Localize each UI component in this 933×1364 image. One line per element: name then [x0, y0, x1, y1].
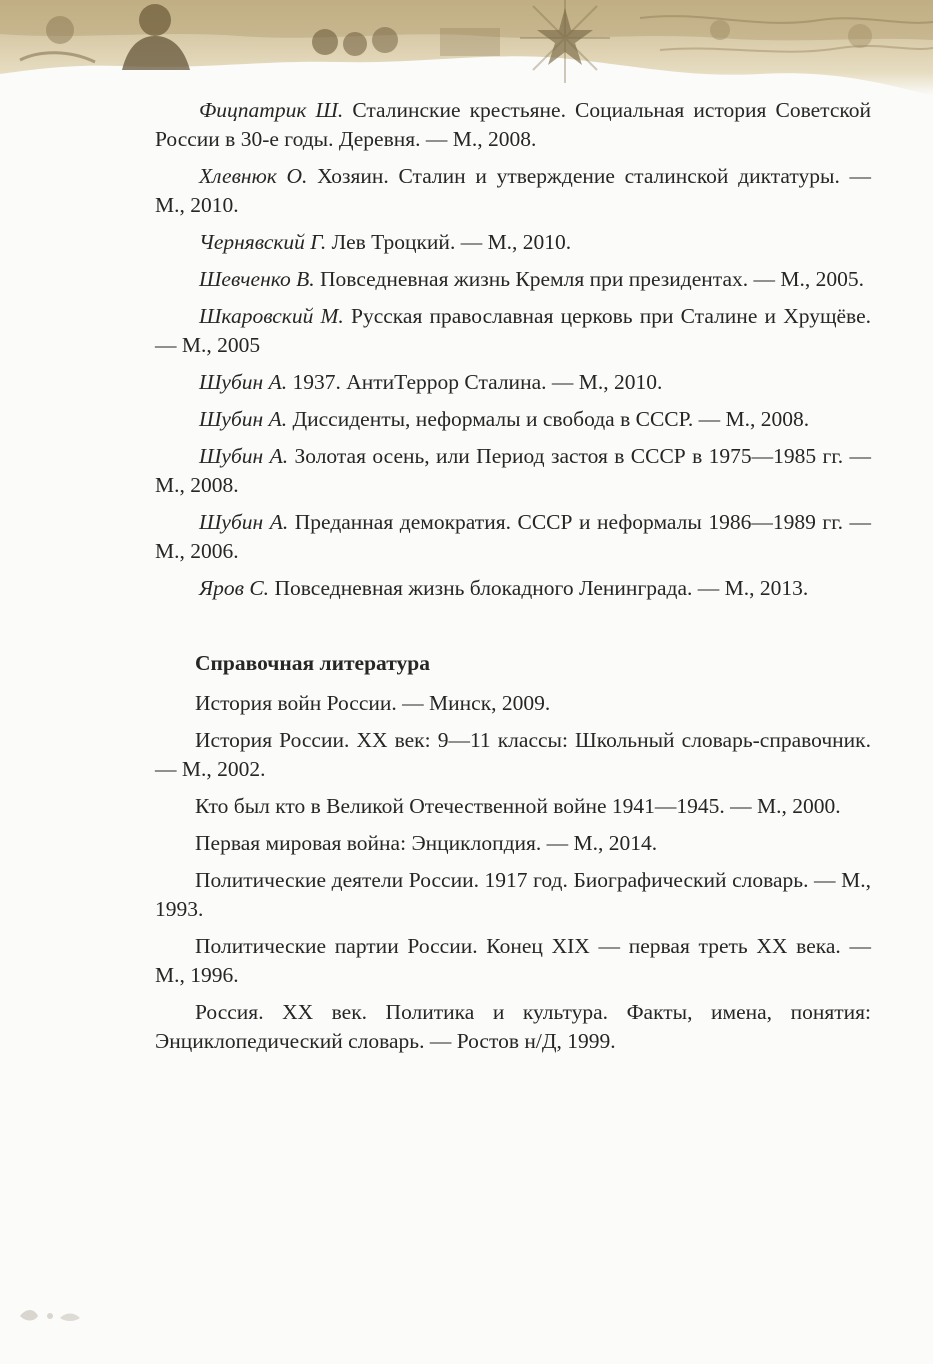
reference-section-title: Справочная литература: [195, 651, 430, 675]
reference-entry: Политические деятели России. 1917 год. Биографический словарь. — М., 1993.: [155, 868, 871, 921]
reference-entry: Политические партии России. Конец XIX — первая треть XX века. — М., 1996.: [155, 934, 871, 987]
entry-text: Сталинские крестьяне. Социальная история Советской России в 30-е годы. Деревня. — М., 2008.: [155, 98, 871, 151]
entry-text: Повседневная жизнь блокадного Ленинграда. — М., 2013.: [269, 576, 809, 600]
reference-entry: Россия. XX век. Политика и культура. Факты, имена, понятия: Энциклопедический словарь. — Ростов н/Д, 1999.: [155, 1000, 871, 1053]
bibliography-entry: [155, 405, 871, 434]
entry-author: Яров С.: [199, 576, 270, 600]
bibliography-entry: [155, 368, 871, 397]
entry-text: Лев Троцкий. — М., 2010.: [326, 230, 572, 254]
entry-author: Чернявский Г.: [199, 230, 327, 254]
bibliography-entry: [155, 96, 871, 154]
entry-text: Русская православная церковь при Сталине и Хрущёве. — М., 2005: [155, 304, 871, 357]
reference-entry: Кто был кто в Великой Отечественной войне 1941—1945. — М., 2000.: [195, 794, 841, 818]
entry-text: 1937. АнтиТеррор Сталина. — М., 2010.: [287, 370, 663, 394]
entry-author: Шубин А.: [199, 510, 289, 534]
entry-text: Повседневная жизнь Кремля при президентах. — М., 2005.: [314, 267, 864, 291]
page-content: [155, 96, 871, 1064]
entry-author: Шевченко В.: [199, 267, 315, 291]
entry-text: Диссиденты, неформалы и свобода в СССР. — М., 2008.: [287, 407, 810, 431]
bibliography-entry: [155, 302, 871, 360]
bibliography-entry: [155, 162, 871, 220]
entry-text: Золотая осень, или Период застоя в СССР в 1975—1985 гг. — М., 2008.: [155, 444, 871, 497]
entry-author: Фицпатрик Ш.: [199, 98, 344, 122]
entry-text: Преданная демократия. СССР и неформалы 1986—1989 гг. — М., 2006.: [155, 510, 871, 563]
bibliography-entry: [155, 574, 871, 603]
entry-author: Хлевнюк О.: [199, 164, 308, 188]
header-collage-image: [0, 0, 933, 95]
reference-entry: История войн России. — Минск, 2009.: [195, 691, 551, 715]
page-corner-mark: [16, 1302, 86, 1326]
bibliography-entry: [155, 508, 871, 566]
bibliography-entry: [155, 228, 871, 257]
entry-author: Шубин А.: [199, 407, 288, 431]
entry-text: Хозяин. Сталин и утверждение сталинской диктатуры. — М., 2010.: [155, 164, 872, 217]
reference-entry: Первая мировая война: Энциклопдия. — М., 2014.: [195, 831, 658, 855]
entry-author: Шкаровский М.: [199, 304, 344, 328]
header-decorative-band: [0, 0, 933, 95]
reference-entry: История России. XX век: 9—11 классы: Школьный словарь-справочник. — М., 2002.: [155, 728, 871, 781]
entry-author: Шубин А.: [199, 370, 288, 394]
bibliography-entry: [155, 265, 871, 294]
entry-author: Шубин А.: [199, 444, 289, 468]
bibliography-entry: [155, 442, 871, 500]
